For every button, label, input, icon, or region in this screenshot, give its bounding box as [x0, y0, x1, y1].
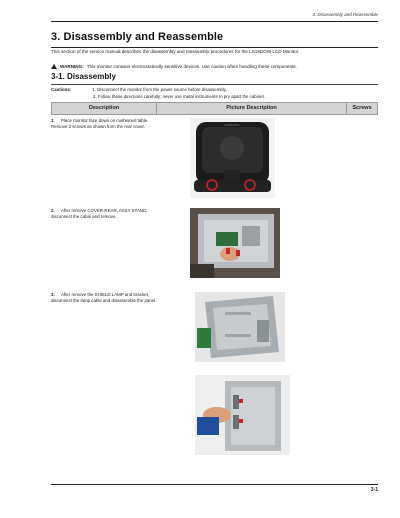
step-2	[51, 208, 159, 220]
photo-panel-connectors	[195, 375, 290, 455]
cautions-label: Cautions:	[51, 87, 72, 92]
col-picture-description: Picture Description	[157, 103, 347, 114]
document-title: 3. Disassembly and Reassemble	[51, 31, 224, 43]
step-1	[51, 118, 159, 130]
photo-panel-disassembly	[195, 292, 285, 362]
warning-line	[51, 64, 297, 69]
section-divider	[51, 84, 378, 85]
section-title: 3-1. Disassembly	[51, 72, 116, 81]
table-header	[51, 102, 378, 115]
photo-cable-disconnect	[190, 208, 280, 278]
cautions-block	[51, 87, 265, 101]
warning-text: This monitor contains electrostatically sensitive devices. Use caution when handling these components.	[86, 64, 297, 69]
step-number: 2.	[51, 208, 55, 213]
col-description: Description	[52, 103, 157, 114]
warning-label: WARNING:	[60, 64, 84, 69]
running-header: 3. Disassembly and Reassemble	[312, 12, 378, 17]
step-number: 3.	[51, 292, 55, 297]
header-divider	[51, 21, 378, 22]
step-text: Place monitor face down on cushioned table. Remove 2 screws as shown from the rear cover.	[51, 118, 149, 130]
photo-rear-cover	[190, 118, 275, 198]
brand-logo: SAMSUNG	[224, 123, 240, 127]
intro-paragraph: This section of the service manual describes the disassembly and reassembly procedures for the LS19DOW LCD Monitor.	[51, 49, 300, 54]
caution-1: 1. Disconnect the monitor from the power source before disassembly.	[92, 87, 227, 92]
warning-icon	[51, 64, 57, 69]
title-divider	[51, 47, 378, 48]
page-number: 3-1	[370, 487, 378, 493]
step-text: After remove COVER-REAR, ASSY STAND, disconnect the cable and remove.	[51, 208, 148, 220]
footer-divider	[51, 484, 378, 485]
step-text: After remove the SHIELD LAMP and bracket, disconnect the lamp cable and disassemble the panel.	[51, 292, 157, 304]
step-3	[51, 292, 159, 304]
caution-2: 2. Follow these directions carefully; never use metal instruments to pry apart the cabinet.	[93, 93, 266, 99]
step-number: 1.	[51, 118, 55, 123]
col-screws: Screws	[352, 105, 372, 111]
